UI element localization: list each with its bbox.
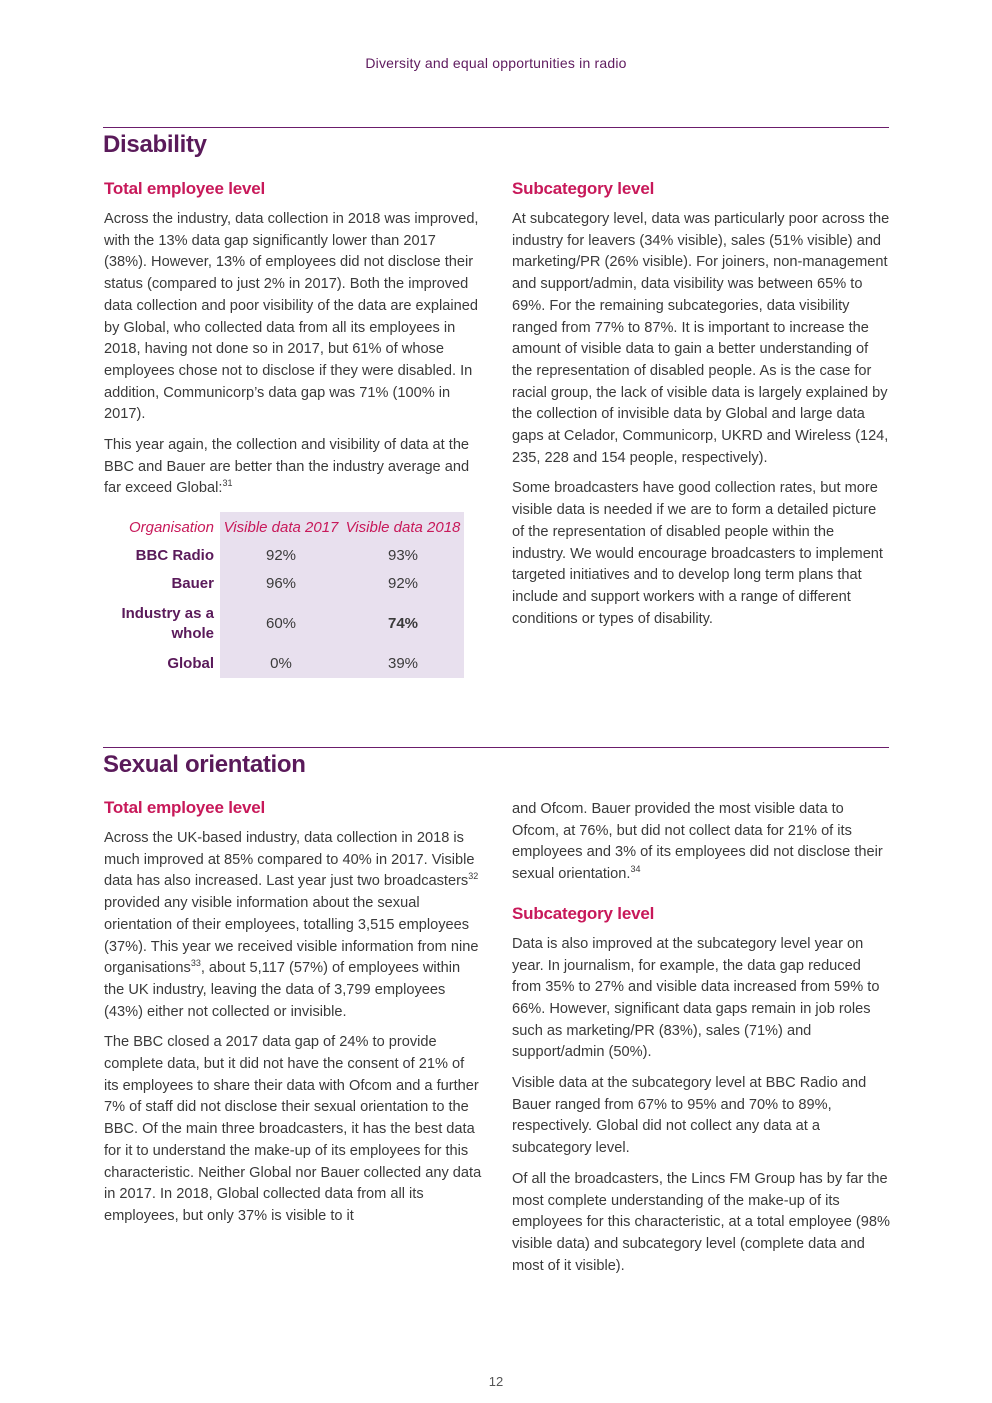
table-row bbox=[104, 650, 464, 678]
body-text: This year again, the collection and visibility of data at the BBC and Bauer are better than the industry average and far exceed Global: bbox=[104, 437, 470, 497]
table-cell-2017: 0% bbox=[220, 650, 342, 678]
subheading-total-employee: Total employee level bbox=[104, 179, 266, 198]
footnote-ref: 32 bbox=[468, 871, 479, 882]
body-paragraph bbox=[104, 435, 482, 500]
table-cell-org: BBC Radio bbox=[135, 547, 214, 565]
body-paragraph bbox=[104, 828, 482, 1023]
table-cell-org: Industry as a whole bbox=[121, 605, 214, 643]
body-text: provided any visible information about the sexual orientation of their employees, totalling 3,515 employees (37%). This year we received visible information from nine organisations bbox=[104, 895, 479, 977]
subheading-total-employee: Total employee level bbox=[104, 798, 266, 817]
disability-right-column bbox=[512, 179, 890, 639]
page-number: 12 bbox=[488, 1374, 504, 1389]
table-cell-2018: 74% bbox=[342, 598, 464, 650]
visible-data-table bbox=[104, 512, 464, 678]
body-paragraph: The BBC closed a 2017 data gap of 24% to provide complete data, but it did not have the consent of 21% of its employees to share their data with Ofcom and a further 7% of staff did not disclose their sexual orientation to the BBC. Of the main three broadcasters, it has the best data for it to understand the make-up of its employees for this characteristic. Neither Global nor Bauer collected any data in 2017. In 2018, Global collected data from all its employees, but only 37% is visible to it bbox=[104, 1034, 482, 1224]
orientation-right-column bbox=[512, 799, 890, 1286]
table-header-2018: Visible data 2018 bbox=[342, 512, 464, 542]
table-cell-2018: 39% bbox=[342, 650, 464, 678]
body-paragraph: At subcategory level, data was particularly poor across the industry for leavers (34% visible), sales (51% visible) and marketing/PR (26% visible). For joiners, non-management and support/admin, data visibility was between 65% to 69%. For the remaining subcategories, data visibility ranged from 77% to 87%. It is important to increase the amount of visible data to gain a better understanding of the representation of disabled people. As is the case for racial group, the lack of visible data is largely explained by the collection of invisible data by Global and large data gaps at Celador, Communicorp, UKRD and Wireless (124, 235, 228 and 154 people, respectively). bbox=[512, 211, 890, 466]
body-paragraph: Data is also improved at the subcategory level year on year. In journalism, for example, the data gap reduced from 35% to 27% and visible data increased from 59% to 66%. However, significant data gaps remain in job roles such as marketing/PR (83%), sales (71%) and support/admin (50%). bbox=[512, 935, 880, 1061]
running-header: Diversity and equal opportunities in radio bbox=[365, 55, 627, 71]
footnote-ref: 33 bbox=[190, 958, 201, 969]
table-row bbox=[104, 542, 464, 570]
subheading-subcategory: Subcategory level bbox=[512, 179, 655, 198]
table-cell-2017: 96% bbox=[220, 570, 342, 598]
table-cell-org: Global bbox=[167, 655, 214, 673]
section-divider bbox=[103, 127, 889, 128]
section-title-disability: Disability bbox=[103, 131, 207, 158]
table-header-2017: Visible data 2017 bbox=[220, 512, 342, 542]
body-paragraph: Some broadcasters have good collection rates, but more visible data is needed if we are to form a detailed picture of the representation of disabled people within the industry. We would encourage broadcasters to implement targeted initiatives and to develop long term plans that include and support workers with a range of different conditions or types of disability. bbox=[512, 480, 883, 627]
table-row bbox=[104, 570, 464, 598]
body-paragraph: Across the industry, data collection in 2018 was improved, with the 13% data gap significantly lower than 2017 (38%). However, 13% of employees did not disclose their status (compared to just 2% in 2017). Both the improved data collection and poor visibility of the data are explained by Global, who collected data from all its employees in 2018, having not done so in 2017, but 61% of whose employees chose not to disclose if they were disabled. In addition, Communicorp’s data gap was 71% (100% in 2017). bbox=[104, 211, 479, 423]
footnote-ref: 31 bbox=[222, 478, 233, 489]
section-title-sexual-orientation: Sexual orientation bbox=[103, 751, 306, 778]
disability-left-column bbox=[104, 179, 482, 678]
section-divider bbox=[103, 747, 889, 748]
body-paragraph: Of all the broadcasters, the Lincs FM Group has by far the most complete understanding of the make-up of its employees for this characteristic, at a total employee (98% visible data) and subcategory level (complete data and most of it visible). bbox=[512, 1170, 890, 1274]
body-paragraph: Visible data at the subcategory level at BBC Radio and Bauer ranged from 67% to 95% and 70% to 89%, respectively. Global did not collect any data at a subcategory level. bbox=[512, 1075, 867, 1157]
table-cell-2017: 60% bbox=[220, 598, 342, 650]
body-paragraph bbox=[512, 799, 890, 886]
body-text: , about 5,117 (57%) of employees within the UK industry, leaving the data of 3,799 employees (43%) either not collected or invisible. bbox=[104, 960, 461, 1020]
table-cell-2018: 93% bbox=[342, 542, 464, 570]
table-row bbox=[104, 598, 464, 650]
footnote-ref: 34 bbox=[630, 864, 641, 875]
body-text: and Ofcom. Bauer provided the most visible data to Ofcom, at 76%, but did not collect data for 21% of its employees and 3% of its employees did not disclose their sexual orientation. bbox=[512, 801, 883, 883]
body-text: Across the UK-based industry, data collection in 2018 is much improved at 85% compared to 40% in 2017. Visible data has also increased. Last year just two broadcasters bbox=[104, 830, 475, 890]
orientation-left-column bbox=[104, 798, 482, 1237]
table-header-organisation: Organisation bbox=[128, 519, 214, 537]
table-cell-2018: 92% bbox=[342, 570, 464, 598]
table-cell-2017: 92% bbox=[220, 542, 342, 570]
table-cell-org: Bauer bbox=[171, 575, 214, 593]
subheading-subcategory: Subcategory level bbox=[512, 903, 655, 923]
